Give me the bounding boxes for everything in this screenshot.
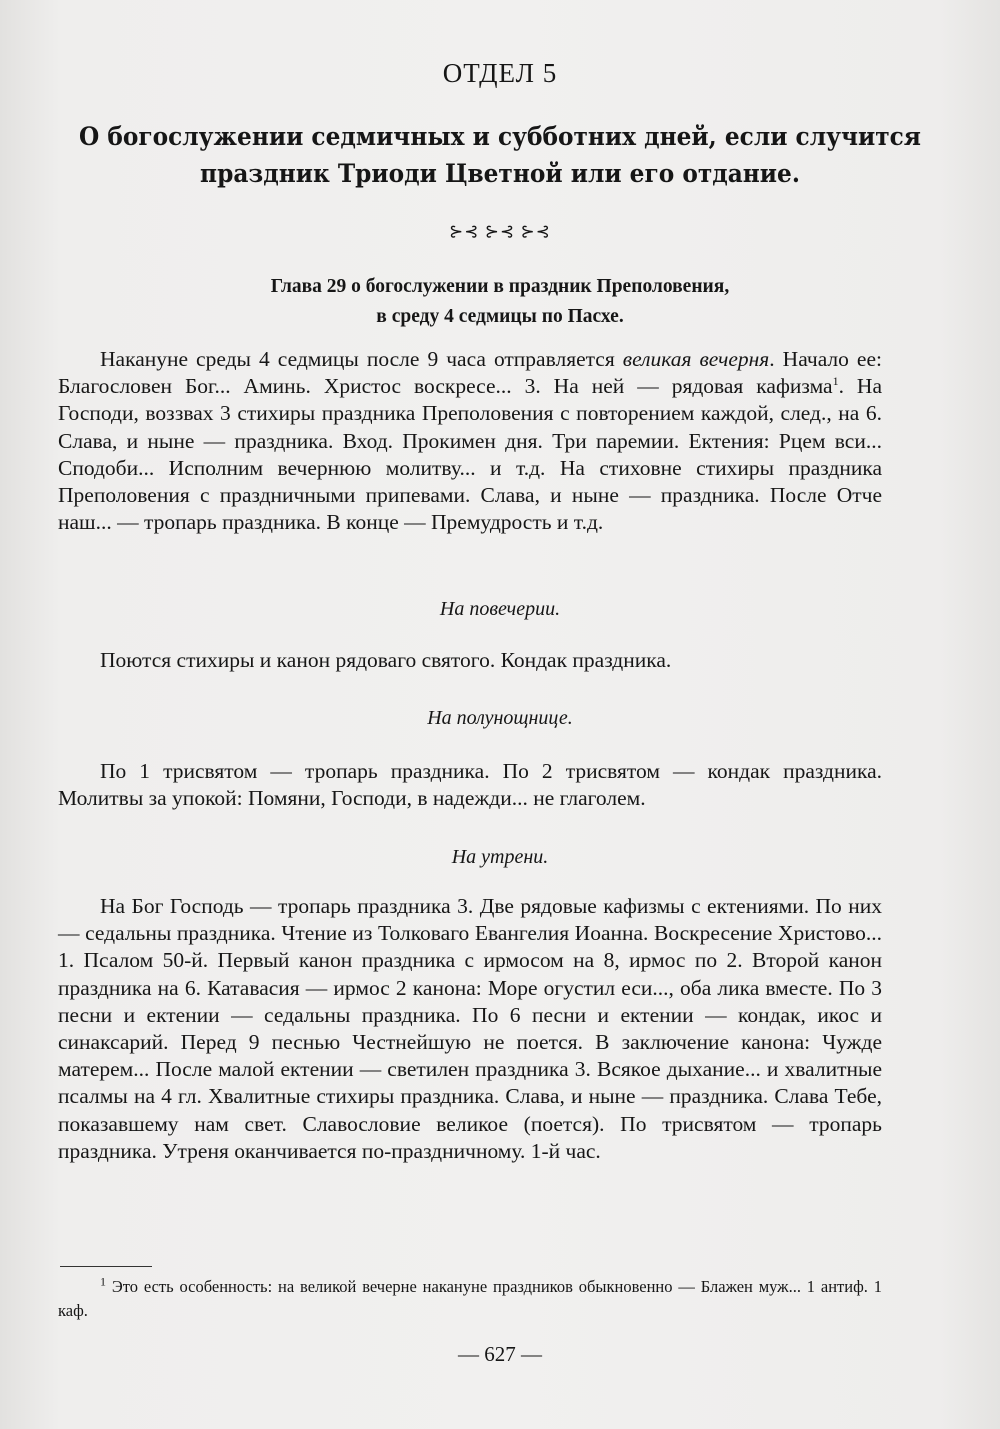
section-heading [72,118,928,192]
chapter-title-line-1: Глава 29 о богослужении в праздник Преполовения, [270,276,730,297]
vespers-text-start: Накануне среды 4 седмицы после 9 часа отправляется [100,347,623,371]
section-heading-line-2: праздник Триоди Цветной или его отдание. [200,159,800,188]
matins-paragraph: На Бог Господь — тропарь праздника 3. Две рядовые кафизмы с ектениями. По них — седальны праздника. Чтение из Толковаго Евангелия Иоанна. Воскресение Христово... 1. Псалом 50-й. Первый канон праздника с ирмосом на 8, ирмос по 2. Второй канон праздника на 6. Катавасия — ирмос 2 канона: Море огустил еси..., оба лика вместе. По 3 песни и ектении — седальны праздника. По 6 песни и ектении — кондак, икос и синаксарий. Перед 9 песнью Честнейшую не поется. В заключение канона: Чужде матерем... После малой ектении — светилен праздника 3. Всякое дыхание... и хвалитные псалмы на 4 гл. Хвалитные стихиры праздника. Слава, и ныне — праздника. Слава Тебе, показавшему нам свет. Славословие великое (поется). По трисвятом — тропарь праздника. Утреня оканчивается по-праздничному. 1-й час. [58,894,882,1163]
footnote [58,1275,882,1323]
compline-paragraph: Поются стихиры и канон рядоваго святого. Кондак праздника. [100,648,672,672]
midnight-office-heading: На полунощнице. [427,707,573,729]
chapter-title-line-2: в среду 4 седмицы по Пасхе. [376,306,624,327]
vespers-paragraph [58,346,882,536]
footnote-separator [60,1266,152,1267]
compline-heading: На повечерии. [439,598,561,620]
section-title: ОТДЕЛ 5 [442,58,558,88]
footnote-mark: 1 [100,1274,106,1289]
footnote-reference: 1 [832,374,839,389]
midnight-office-paragraph: По 1 трисвятом — тропарь праздника. По 2 трисвятом — кондак праздника. Молитвы за упокой: Помяни, Господи, в надежди... не глаголем. [58,759,882,811]
chapter-title [100,272,900,332]
footnote-text: Это есть особенность: на великой вечерне накануне праздников обыкновенно — Блажен муж... 1 антиф. 1 каф. [58,1277,882,1320]
section-heading-line-1: О богослужении седмичных и субботних дней, если случится [79,122,921,151]
great-vespers-term: великая вечерня [622,347,770,371]
page-number: — 627 — [458,1342,542,1366]
vespers-text-middle: . Начало ее: Благословен Бог... Аминь. Христос воскресе... 3. На ней — рядовая кафизма [58,347,882,399]
vespers-text-rest: . На Господи, воззвах 3 стихиры праздника Преполовения с повторением каждой, след., на 6. Слава, и ныне — праздника. Вход. Прокимен дня. Три паремии. Ектения: Рцем вси... Сподоби... Исполним вечернюю молитву... и т.д. На стиховне стихиры праздника Преполовения с праздничными припевами. Слава, и ныне — праздника. После Отче наш... — тропарь праздника. В конце — Премудрость и т.д. [58,374,882,535]
ornament-divider: ⊱⊰ ⊱⊰ ⊱⊰ [449,222,551,241]
matins-heading: На утрени. [451,846,549,868]
